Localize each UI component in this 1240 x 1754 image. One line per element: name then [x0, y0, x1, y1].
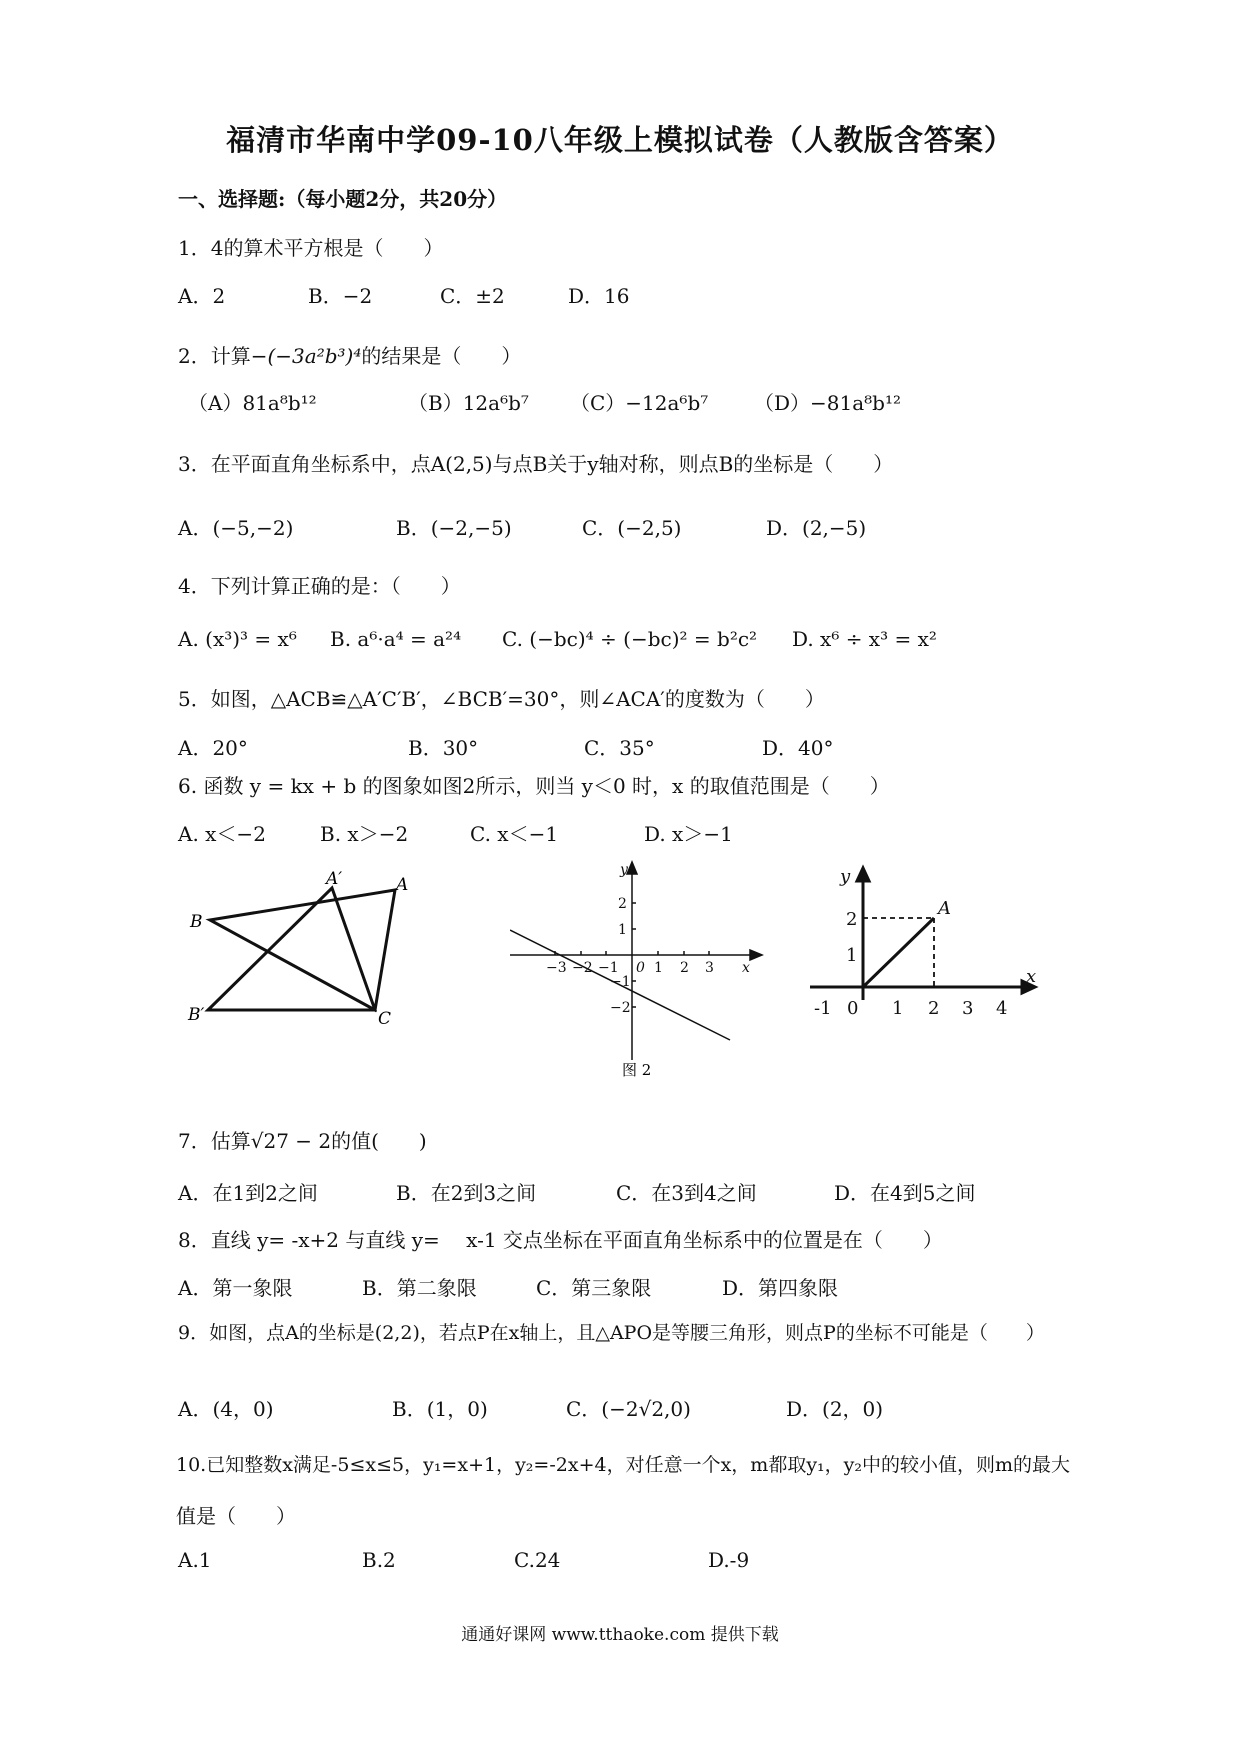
graph2-ytick-m2: −2	[610, 1000, 631, 1016]
q1-option-a: A．2	[178, 284, 226, 308]
q8-option-b: B．第二象限	[362, 1276, 477, 1300]
q1-option-d: D．16	[568, 284, 630, 308]
graph3-ytick-1: 1	[846, 945, 858, 966]
q1-option-c: C．±2	[440, 284, 505, 308]
label-c: C	[378, 1009, 392, 1029]
q10-option-c: C.24	[514, 1548, 561, 1572]
q2-option-d: （D）−81a⁸b¹²	[754, 391, 902, 415]
q5-option-d: D．40°	[762, 736, 834, 760]
triangles-figure	[180, 860, 420, 1030]
q6-option-c: C. x＜−1	[470, 822, 559, 846]
q5-option-b: B．30°	[408, 736, 479, 760]
question-2-stem	[178, 340, 521, 369]
q10-option-a: A.1	[178, 1548, 212, 1572]
question-8-stem: 8．直线 y= -x+2 与直线 y= x-1 交点坐标在平面直角坐标系中的位置是在（ ）	[178, 1228, 943, 1252]
q2-stem-prefix: 2．计算	[178, 344, 251, 368]
question-5-stem: 5．如图，△ACB≌△A′C′B′，∠BCB′=30°，则∠ACA′的度数为（ ）	[178, 687, 825, 711]
q2-expression: −(−3a²b³)⁴	[250, 344, 362, 368]
q6-option-a: A. x＜−2	[178, 822, 266, 846]
graph3-origin: 0	[847, 998, 859, 1019]
graph3-y-arrow	[857, 868, 869, 881]
graph3-segment-oa	[863, 918, 934, 987]
page-title: 福清市华南中学09-10八年级上模拟试卷（人教版含答案）	[226, 123, 1014, 157]
q7-expression: √27 − 2	[250, 1129, 332, 1153]
q8-option-c: C．第三象限	[536, 1276, 652, 1300]
q9-option-c: C．(−2√2,0)	[566, 1397, 691, 1421]
q3-option-c: C．(−2,5)	[582, 516, 682, 540]
q4-option-a: A. (x³)³ = x⁶	[178, 627, 297, 651]
q4-option-d: D. x⁶ ÷ x³ = x²	[792, 627, 937, 651]
q7-stem-prefix: 7．估算	[178, 1129, 251, 1153]
page-footer: 通通好课网 www.tthaoke.com 提供下载	[461, 1625, 779, 1645]
graph2-x-arrow	[750, 950, 762, 960]
graph2-ytick-1: 1	[618, 922, 627, 938]
q5-option-c: C．35°	[584, 736, 655, 760]
q5-option-a: A．20°	[178, 736, 248, 760]
q3-option-d: D．(2,−5)	[766, 516, 867, 540]
graph2-ytick-2: 2	[618, 896, 627, 912]
question-9-stem: 9．如图，点A的坐标是(2,2)，若点P在x轴上，且△APO是等腰三角形，则点P的坐标不可能是（ ）	[178, 1322, 1045, 1344]
label-b-prime: B′	[188, 1005, 205, 1025]
q7-option-c: C．在3到4之间	[616, 1181, 757, 1205]
question-1-stem: 1．4的算术平方根是（ ）	[178, 236, 444, 260]
graph2-x-label: x	[742, 960, 750, 976]
q10-option-b: B.2	[362, 1548, 396, 1572]
q6-option-b: B. x＞−2	[320, 822, 409, 846]
section-title: 一、选择题:（每小题2分，共20分）	[178, 187, 508, 211]
q4-option-b: B. a⁶·a⁴ = a²⁴	[330, 627, 462, 651]
q9-option-b: B．(1，0)	[392, 1397, 488, 1421]
graph3-xtick-m1: -1	[814, 998, 832, 1019]
q2-option-c: （C）−12a⁶b⁷	[570, 391, 709, 415]
q4-option-c: C. (−bc)⁴ ÷ (−bc)² = b²c²	[502, 627, 758, 651]
graph2-xtick-m3: −3	[546, 960, 567, 976]
question-7-stem	[178, 1125, 427, 1154]
q8-option-a: A．第一象限	[178, 1276, 293, 1300]
question-3-stem: 3．在平面直角坐标系中，点A(2,5)与点B关于y轴对称，则点B的坐标是（ ）	[178, 452, 894, 476]
question-6-stem: 6. 函数 y = kx + b 的图象如图2所示，则当 y＜0 时，x 的取值范围是（ ）	[178, 774, 890, 798]
label-a: A	[396, 875, 409, 895]
graph3-xtick-4: 4	[996, 998, 1008, 1019]
q3-option-b: B．(−2,−5)	[396, 516, 512, 540]
graph2-ytick-m1: −1	[610, 974, 631, 990]
q2-option-a: （A）81a⁸b¹²	[188, 391, 317, 415]
label-a-prime: A′	[326, 869, 343, 889]
graph2-xtick-2: 2	[680, 960, 689, 976]
label-b: B	[190, 912, 203, 932]
q8-option-d: D．第四象限	[722, 1276, 839, 1300]
graph3-y-label: y	[840, 866, 851, 887]
question-10-stem-line2: 值是（ ）	[176, 1504, 296, 1528]
graph2-y-label: y	[620, 862, 628, 878]
q3-option-a: A．(−5,−2)	[178, 516, 294, 540]
graph-2-figure	[510, 860, 770, 1080]
q2-stem-suffix: 的结果是（ ）	[361, 344, 522, 368]
question-4-stem: 4．下列计算正确的是：（ ）	[178, 574, 461, 598]
q2-option-b: （B）12a⁶b⁷	[408, 391, 529, 415]
q6-option-d: D. x＞−1	[644, 822, 733, 846]
graph2-xtick-1: 1	[654, 960, 663, 976]
graph3-xtick-3: 3	[962, 998, 974, 1019]
graph3-point-a-label: A	[938, 898, 951, 919]
q10-option-d: D.-9	[708, 1548, 750, 1572]
graph2-origin: 0	[636, 960, 645, 976]
graph3-xtick-1: 1	[892, 998, 904, 1019]
graph2-xtick-m1: −1	[598, 960, 619, 976]
graph-3-figure	[800, 860, 1060, 1030]
graph3-xtick-2: 2	[928, 998, 940, 1019]
question-10-stem-line1: 10.已知整数x满足-5≤x≤5，y₁=x+1，y₂=-2x+4，对任意一个x，m都取y₁，y₂中的较小值，则m的最大	[176, 1454, 1071, 1476]
graph3-ytick-2: 2	[846, 909, 858, 930]
graph2-caption: 图 2	[622, 1061, 652, 1079]
q9-option-a: A．(4，0)	[178, 1397, 274, 1421]
q7-option-b: B．在2到3之间	[396, 1181, 537, 1205]
q7-stem-suffix: 的值( )	[331, 1129, 427, 1153]
graph3-x-label: x	[1026, 966, 1037, 987]
q7-option-d: D．在4到5之间	[834, 1181, 976, 1205]
q1-option-b: B．−2	[308, 284, 373, 308]
q7-option-a: A．在1到2之间	[178, 1181, 318, 1205]
graph2-xtick-m2: −2	[572, 960, 593, 976]
graph2-xtick-3: 3	[705, 960, 714, 976]
graph2-y-arrow	[627, 862, 637, 874]
q9-option-d: D．(2，0)	[786, 1397, 884, 1421]
